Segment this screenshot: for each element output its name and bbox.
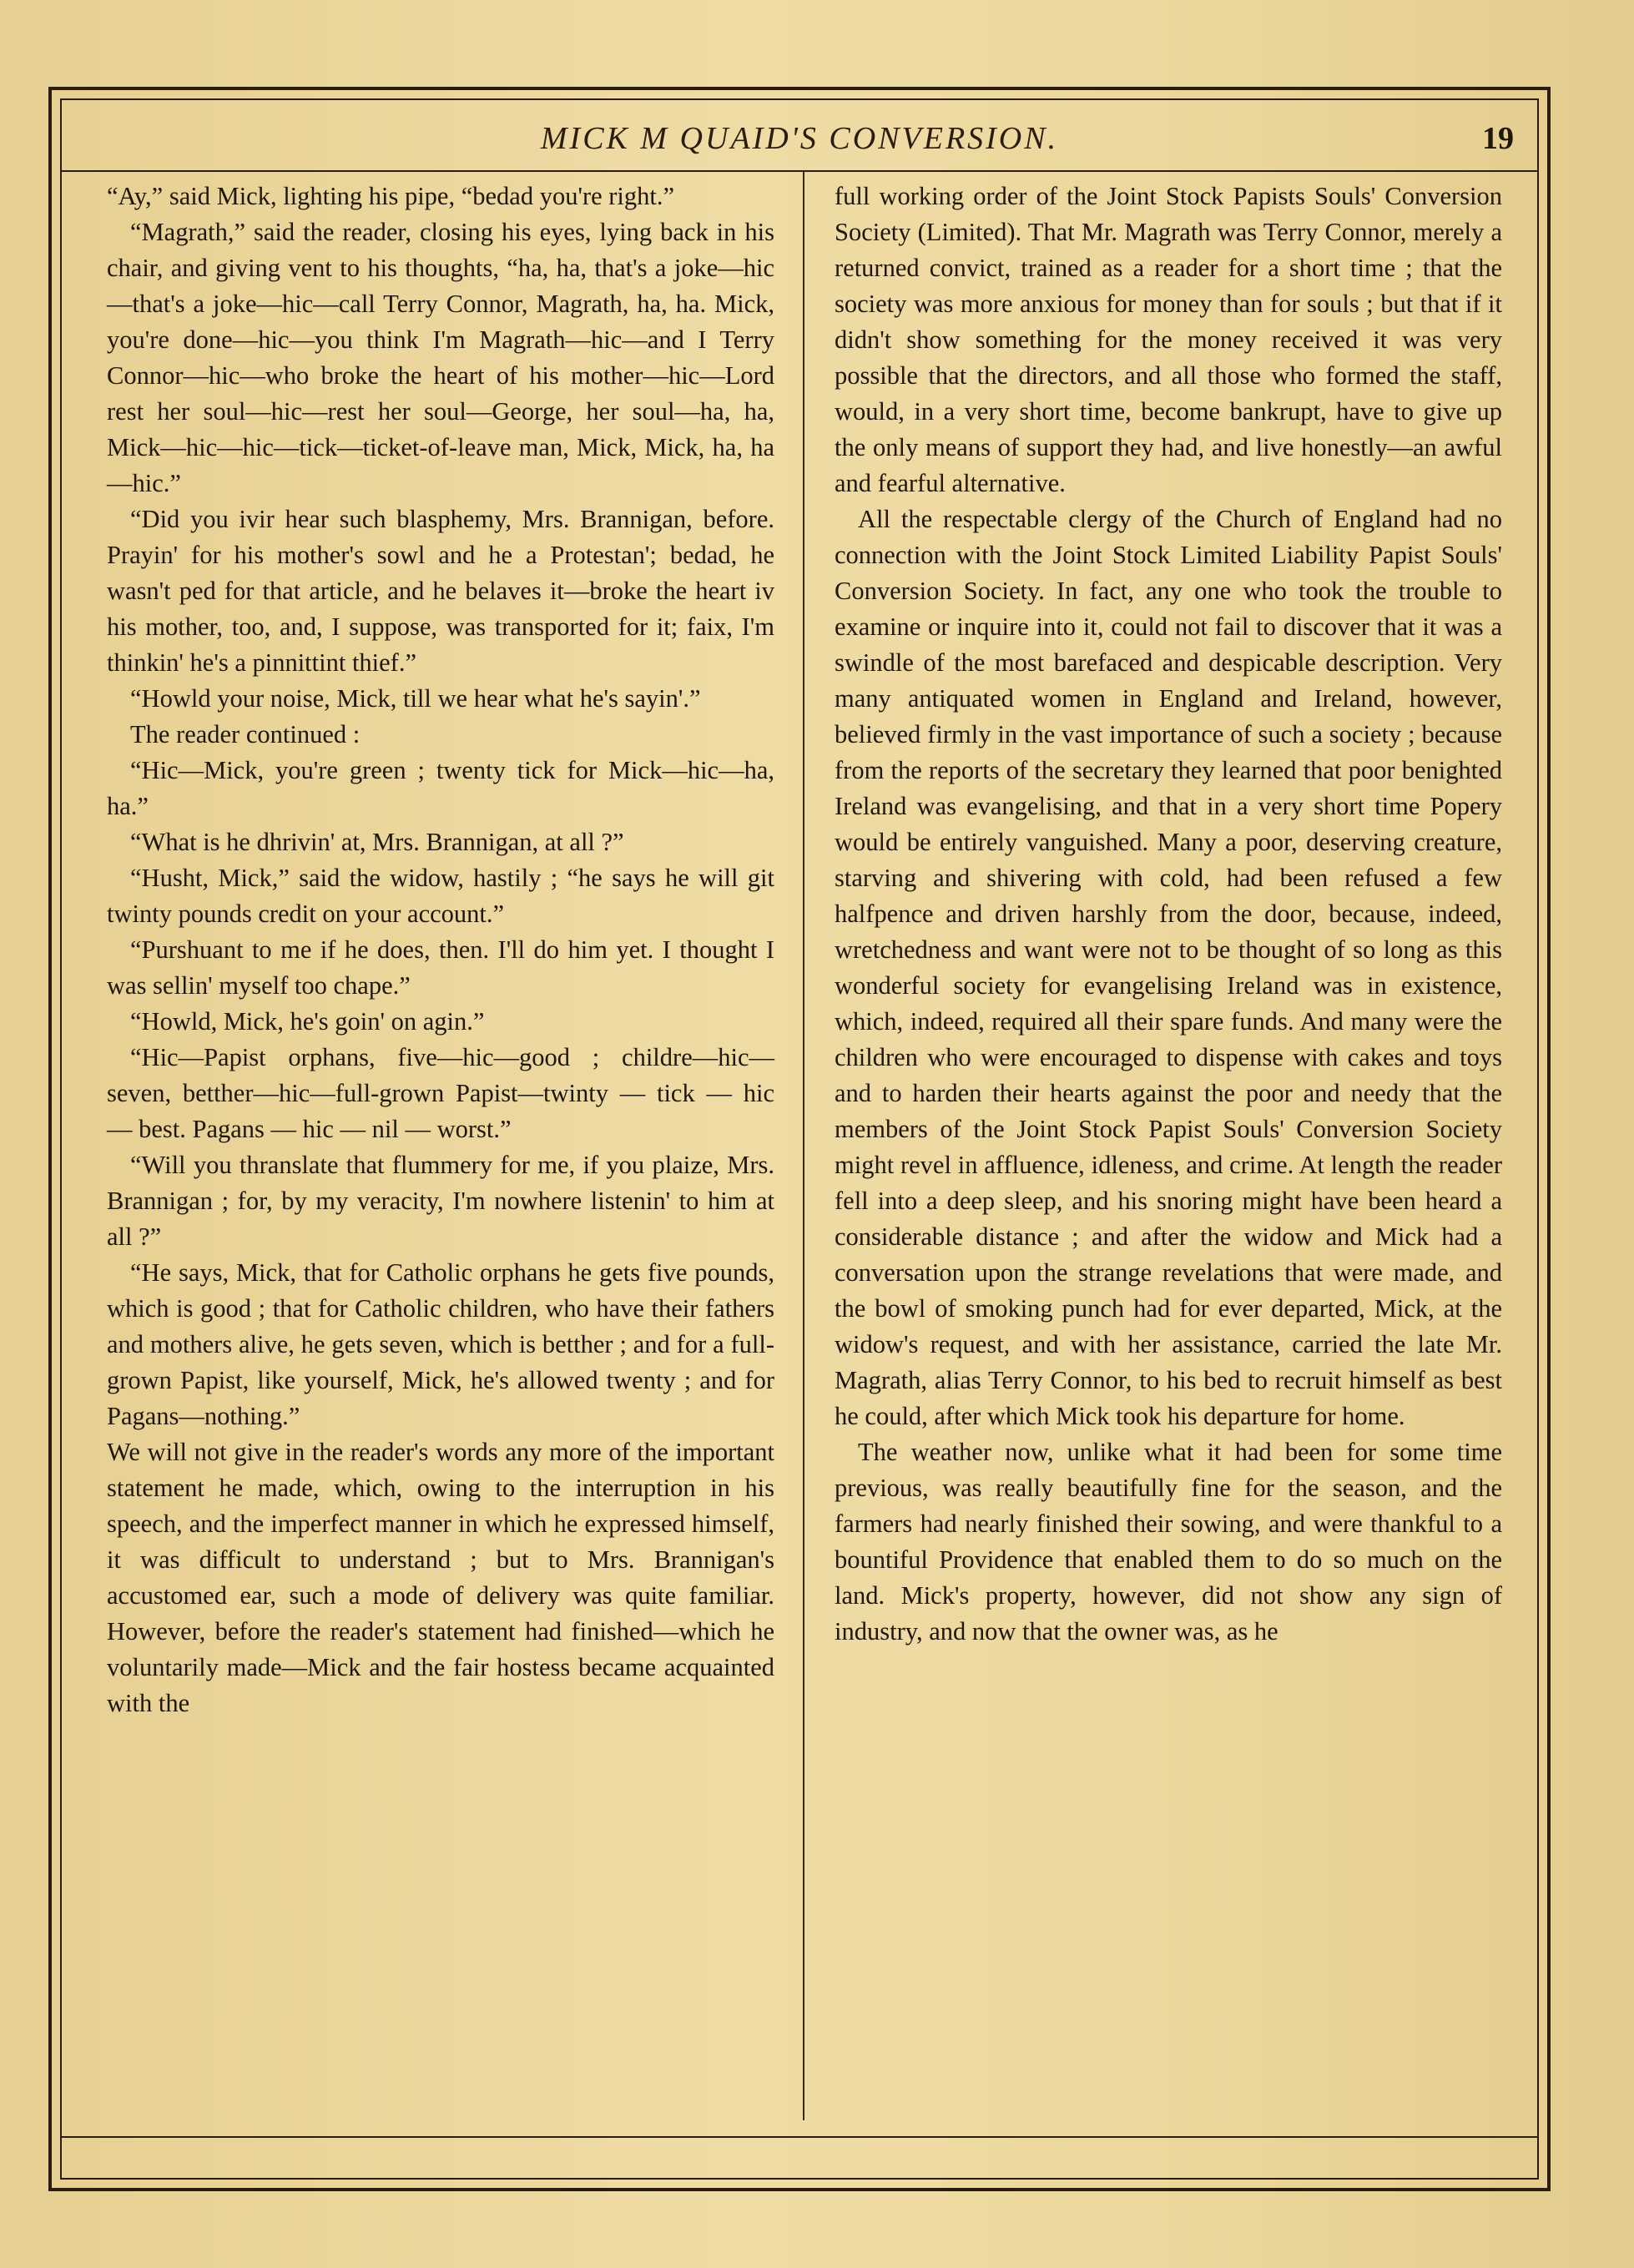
column-divider (803, 172, 804, 2120)
right-column (835, 179, 1502, 1650)
paragraph: We will not give in the reader's words any more of the important statement he made, which, owing to the interruption in his speech, and the imperfect manner in which he expressed himself, it was difficult to understand ; but to Mrs. Brannigan's accustomed ear, such a mode of delivery was quite familiar. However, before the reader's statement had finished—which he voluntarily made—Mick and the fair hostess became acquainted with the (107, 1438, 774, 1717)
page-number: 19 (1482, 121, 1514, 156)
header-rule (62, 170, 1537, 172)
paragraph: “What is he dhrivin' at, Mrs. Brannigan, at all ?” (130, 828, 624, 856)
paragraph: “Purshuant to me if he does, then. I'll do him yet. I thought I was sellin' myself too chape.” (107, 935, 774, 1000)
paragraph: “Husht, Mick,” said the widow, hastily ; “he says he will git twinty pounds credit on your account.” (107, 864, 774, 928)
paragraph: “Magrath,” said the reader, closing his eyes, lying back in his chair, and giving vent to his thoughts, “ha, ha, that's a joke—hic—that's a joke—hic—call Terry Connor, Magrath, ha, ha. Mick, you're done—hic—you think I'm Magrath—hic—and I Terry Connor—hic—who broke the heart of his mother—hic—Lord rest her soul—hic—rest her soul—George, her soul—ha, ha, Mick—hic—hic—tick—ticket-of-leave man, Mick, Mick, ha, ha—hic.” (107, 218, 774, 497)
paragraph: The reader continued : (130, 720, 361, 748)
paragraph: full working order of the Joint Stock Papists Souls' Conversion Society (Limited). That Mr. Magrath was Terry Connor, merely a returned convict, trained as a reader for a short time ; that the society was more anxious for money than for souls ; but that if it didn't show something for the money received it was very possible that the directors, and all those who formed the staff, would, in a very short time, become bankrupt, have to give up the only means of support they had, and live honestly—an awful and fearful alternative. (835, 182, 1502, 497)
paragraph: “Ay,” said Mick, lighting his pipe, “bedad you're right.” (107, 182, 675, 210)
paragraph: “Will you thranslate that flummery for me, if you plaize, Mrs. Brannigan ; for, by my veracity, I'm nowhere listenin' to him at all ?” (107, 1151, 774, 1251)
paragraph: “Howld, Mick, he's goin' on agin.” (130, 1007, 485, 1036)
page-header (60, 113, 1539, 164)
paragraph: The weather now, unlike what it had been for some time previous, was really beautifully fine for the season, and the farmers had nearly finished their sowing, and were thankful to a bountiful Providence that enabled them to do so much on the land. Mick's property, however, did not show any sign of industry, and now that the owner was, as he (835, 1438, 1502, 1646)
paragraph: All the respectable clergy of the Church of England had no connection with the Joint Stock Limited Liability Papist Souls' Conversion Society. In fact, any one who took the trouble to examine or inquire into it, could not fail to discover that it was a swindle of the most barefaced and despicable description. Very many antiquated women in England and Ireland, however, believed firmly in the vast importance of such a society ; because from the reports of the secretary they learned that poor benighted Ireland was evangelising, and that in a very short time Popery would be entirely vanguished. Many a poor, deserving creature, starving and shivering with cold, had been refused a few halfpence and driven harshly from the door, because, indeed, wretchedness and want were not to be thought of so long as this wonderful society for evangelising Ireland was in existence, which, indeed, required all their spare funds. And many were the children who were encouraged to dispense with cakes and toys and to harden their hearts against the poor and needy that the members of the Joint Stock Papist Souls' Conversion Society might revel in affluence, idleness, and crime. At length the reader fell into a deep sleep, and his snoring might have been heard a considerable distance ; and after the widow and Mick had a conversation upon the strange revelations that were made, and the bowl of smoking punch had for ever departed, Mick, at the widow's request, and with her assistance, carried the late Mr. Magrath, alias Terry Connor, to his bed to recruit himself as best he could, after which Mick took his departure for home. (835, 505, 1502, 1430)
paragraph: “Hic—Papist orphans, five—hic—good ; childre—hic—seven, betther—hic—full-grown Papist—twinty — tick — hic — best. Pagans — hic — nil — worst.” (107, 1043, 774, 1143)
running-title: MICK M QUAID'S CONVERSION. (540, 121, 1059, 156)
paragraph: “Hic—Mick, you're green ; twenty tick for Mick—hic—ha, ha.” (107, 756, 774, 820)
left-column (107, 179, 774, 1721)
paragraph: “Did you ivir hear such blasphemy, Mrs. Brannigan, before. Prayin' for his mother's sowl and he a Protestan'; bedad, he wasn't ped for that article, and he belaves it—broke the heart iv his mother, too, and, I suppose, was transported for it; faix, I'm thinkin' he's a pinnittint thief.” (107, 505, 774, 677)
footer-rule (62, 2136, 1537, 2138)
paragraph: “Howld your noise, Mick, till we hear what he's sayin'.” (130, 684, 701, 713)
paragraph: “He says, Mick, that for Catholic orphans he gets five pounds, which is good ; that for Catholic children, who have their fathers and mothers alive, he gets seven, which is betther ; and for a full-grown Papist, like yourself, Mick, he's allowed twenty ; and for Pagans—nothing.” (107, 1258, 774, 1430)
